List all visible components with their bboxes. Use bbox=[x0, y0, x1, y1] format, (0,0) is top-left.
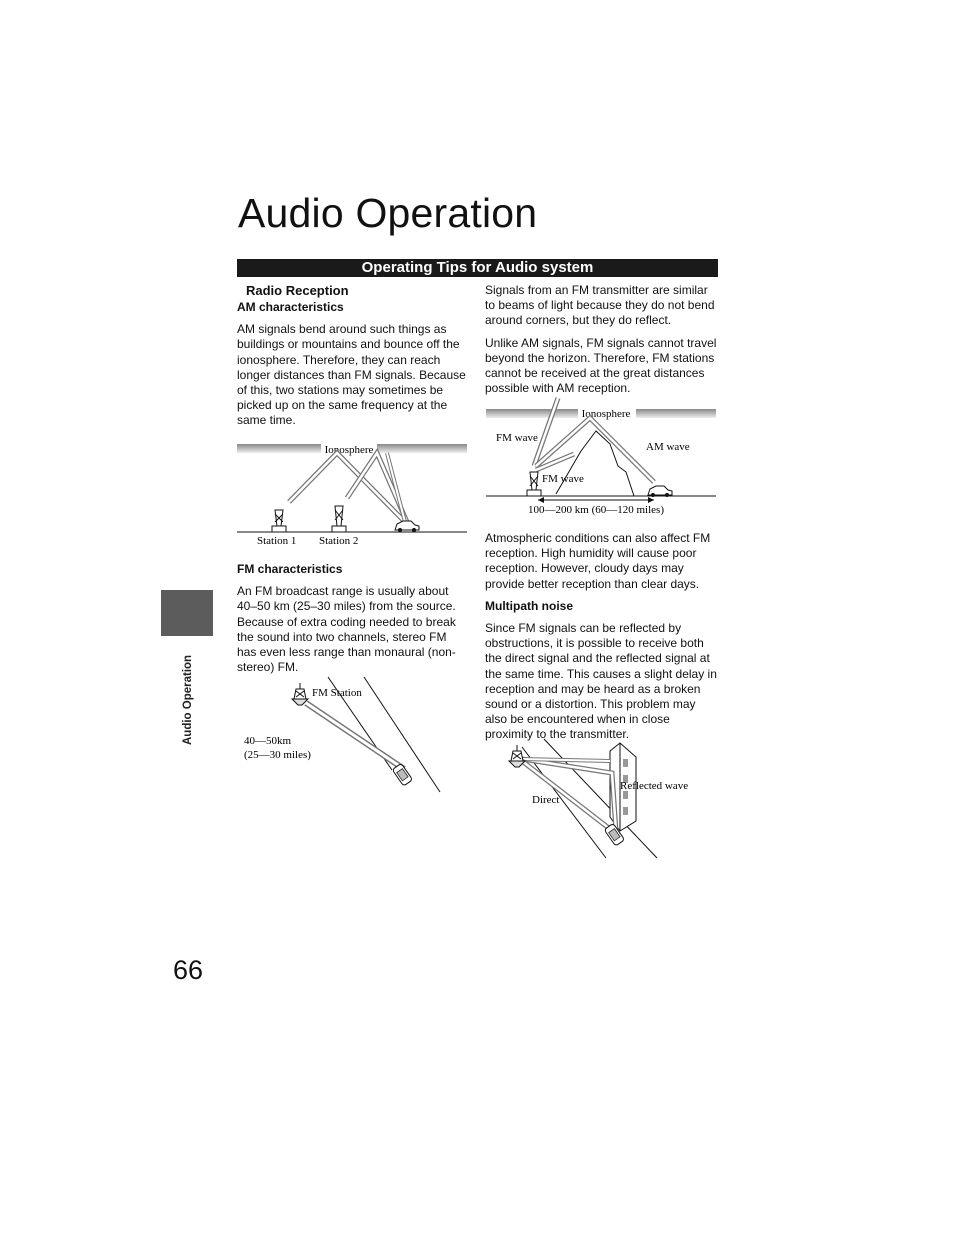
fm-light-paragraph: Signals from an FM transmitter are similar to beams of light because they do not bend around corners, but they do reflect. bbox=[485, 283, 715, 328]
direct-label: Direct bbox=[532, 794, 560, 806]
side-chapter-label: Audio Operation bbox=[182, 654, 194, 746]
chapter-title: Audio Operation bbox=[238, 190, 538, 236]
fm-am-ionosphere-figure bbox=[486, 396, 718, 518]
reflected-wave-label: Reflected wave bbox=[620, 780, 689, 792]
car-icon bbox=[395, 521, 419, 532]
am-ionosphere-figure bbox=[237, 440, 469, 550]
multipath-figure bbox=[500, 737, 700, 862]
section-heading-bar: Operating Tips for Audio system bbox=[237, 259, 718, 277]
station2-tower-icon bbox=[332, 506, 346, 532]
fm-station-label: FM Station bbox=[312, 687, 362, 699]
distance-label: 100—200 km (60—120 miles) bbox=[528, 504, 664, 516]
arrowhead-right-icon bbox=[648, 497, 654, 503]
am-paragraph: AM signals bend around such things as buildings or mountains and bounce off the ionosphere. Therefore, they can reach longer distances than FM signals. Because of this, two stations may sometimes be picked up on the same frequency at the same time. bbox=[237, 322, 466, 428]
chapter-tab-marker bbox=[161, 590, 213, 636]
am-section bbox=[237, 300, 467, 429]
ionosphere-label: Ionosphere bbox=[581, 408, 631, 420]
multipath-paragraph: Since FM signals can be reflected by obstructions, it is possible to receive both the direct signal and the reflected signal at the same time. This causes a slight delay in reception and may be heard as a broken sound or a distortion. This problem may also be encountered when in close proximity to the transmitter. bbox=[485, 621, 717, 742]
station1-tower-icon bbox=[272, 510, 286, 532]
fm-signal-beam-inner bbox=[306, 703, 404, 769]
car-icon bbox=[648, 486, 672, 497]
fm-station-tower-icon bbox=[292, 683, 308, 705]
range-km-label: 40—50km bbox=[244, 735, 292, 747]
station1-label: Station 1 bbox=[257, 535, 297, 547]
fm-paragraph: An FM broadcast range is usually about 40–50 km (25–30 miles) from the source. Because of extra coding needed to break the sound into two channels, stereo FM has even less range than monaural (non-stereo) FM. bbox=[237, 584, 456, 675]
am-heading: AM characteristics bbox=[237, 300, 344, 314]
ionosphere-label: Ionosphere bbox=[324, 444, 374, 456]
arrowhead-left-icon bbox=[538, 497, 544, 503]
right-lower bbox=[485, 531, 718, 743]
fm-section bbox=[237, 562, 467, 675]
fm-range-figure bbox=[240, 675, 450, 800]
right-intro bbox=[485, 283, 718, 396]
multipath-heading: Multipath noise bbox=[485, 598, 573, 613]
transmitter-tower-icon bbox=[527, 472, 541, 496]
range-miles-label: (25—30 miles) bbox=[244, 749, 311, 761]
am-wave-label: AM wave bbox=[646, 441, 690, 453]
fm-heading: FM characteristics bbox=[237, 562, 343, 576]
page-number: 66 bbox=[172, 955, 204, 985]
fm-horizon-paragraph: Unlike AM signals, FM signals cannot travel beyond the horizon. Therefore, FM stations cannot be received at the great distances possible with AM reception. bbox=[485, 335, 717, 396]
subhead-radio-reception: Radio Reception bbox=[246, 283, 349, 298]
atmospheric-paragraph: Atmospheric conditions can also affect FM reception. High humidity will cause poor reception. However, cloudy days may provide better reception than clear days. bbox=[485, 531, 711, 591]
car-icon bbox=[392, 763, 412, 786]
left-subhead-block bbox=[246, 283, 471, 298]
fm-wave-top-label: FM wave bbox=[496, 432, 538, 444]
fm-wave-low-label: FM wave bbox=[542, 473, 584, 485]
station2-label: Station 2 bbox=[319, 535, 359, 547]
